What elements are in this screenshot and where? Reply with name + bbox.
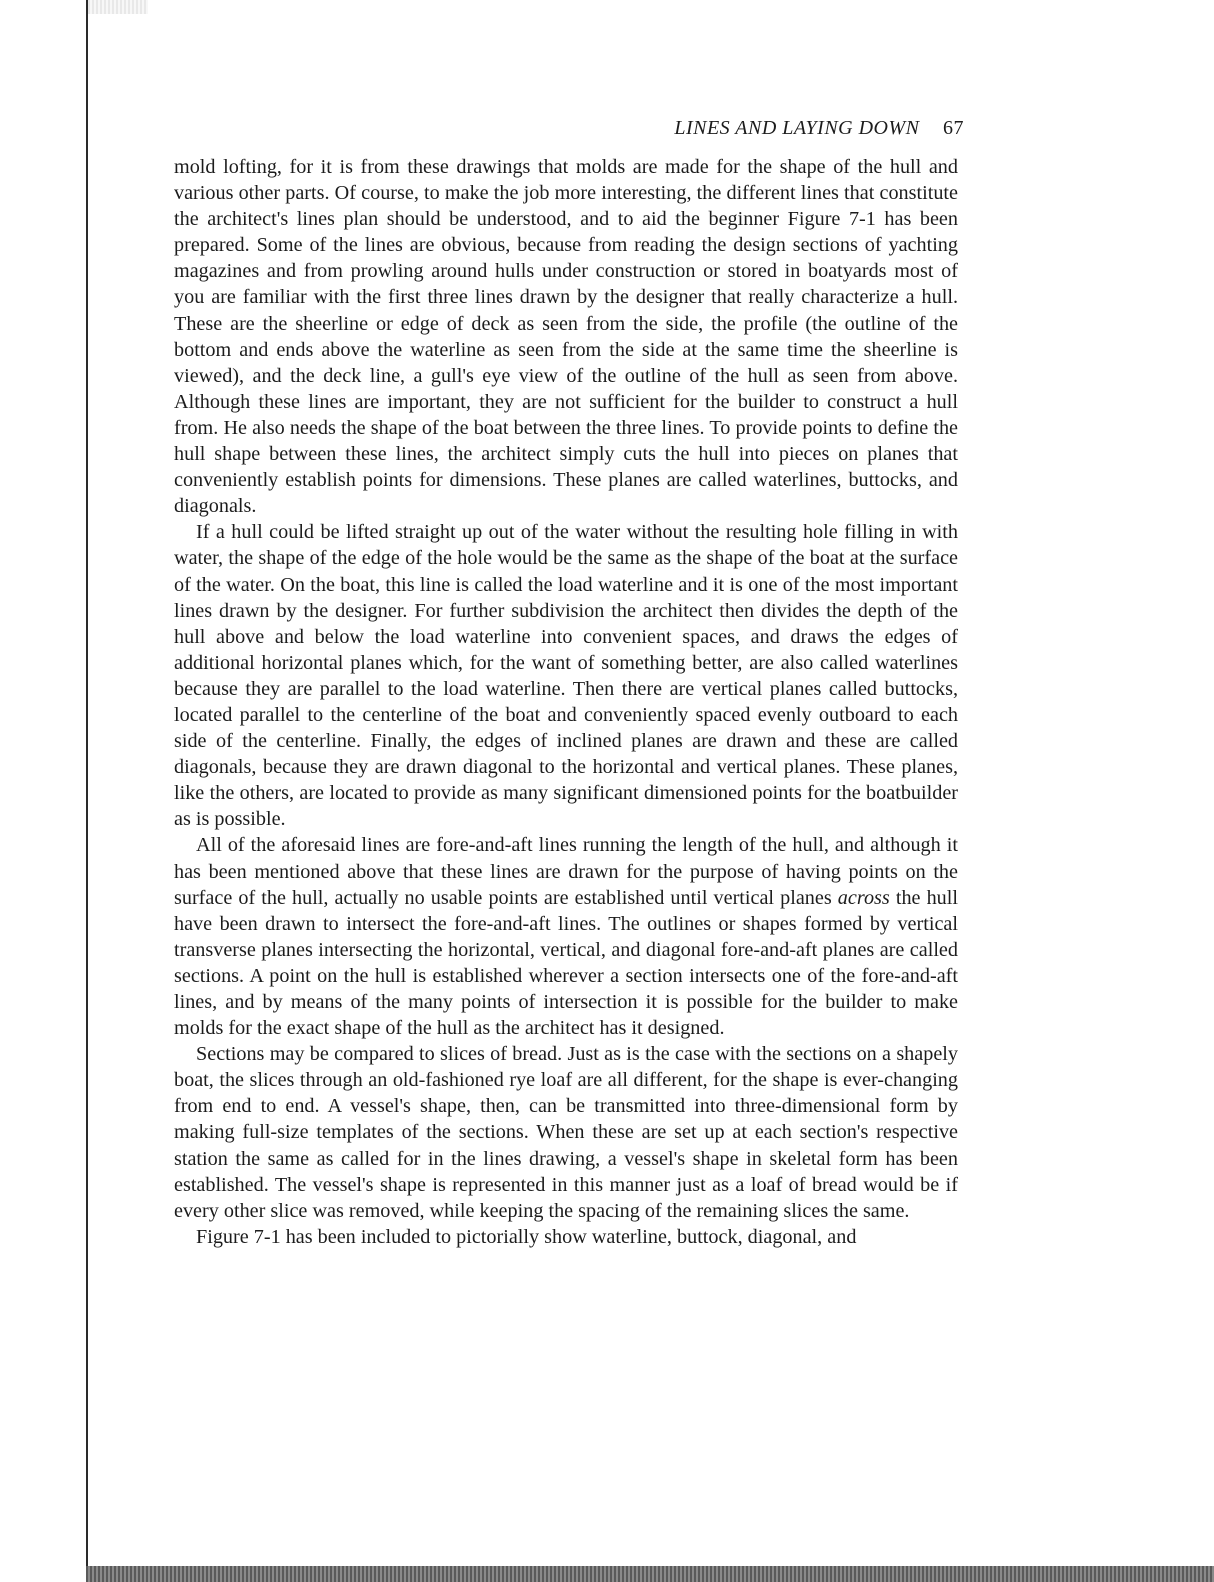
scan-corner-mark: [88, 0, 148, 14]
scan-edge-left: [86, 0, 88, 1582]
paragraph-3-emphasis: across: [837, 886, 890, 909]
paragraph-1: mold lofting, for it is from these drawings that molds are made for the shape of the hull and various other parts. Of course, to make the job more interesting, the different lines that constitute the architect's lines plan should be understood, and to aid the beginner Figure 7-1 has been prepared. Some of the lines are obvious, because from reading the design sections of yachting magazines and from prowling around hulls under construction or stored in boatyards most of you are familiar with the first three lines drawn by the designer that really characterize a hull. These are the sheerline or edge of deck as seen from the side, the profile (the outline of the bottom and ends above the waterline as seen from the side at the same time the sheerline is viewed), and the deck line, a gull's eye view of the outline of the hull as seen from above. Although these lines are important, they are not sufficient for the builder to construct a hull from. He also needs the shape of the boat between the three lines. To provide points to define the hull shape between these lines, the architect simply cuts the hull into pieces on planes that conveniently establish points for dimensions. These planes are called waterlines, buttocks, and diagonals.: [174, 156, 958, 518]
chapter-title: LINES AND LAYING DOWN: [674, 117, 920, 139]
paragraph-3-text-before: All of the aforesaid lines are fore-and-aft lines running the length of the hull, and although it has been mentioned above that these lines are drawn for the purpose of having points on the surface of the hull, actually no usable points are established until vertical planes: [174, 834, 958, 909]
page-number: 67: [943, 117, 964, 139]
running-head: [674, 117, 964, 140]
body-text: [174, 154, 958, 1250]
paragraph-3: [174, 832, 958, 1041]
paragraph-3-text-after: the hull have been drawn to intersect the fore-and-aft lines. The outlines or shapes formed by vertical transverse planes intersecting the horizontal, vertical, and diagonal fore-and-aft planes are called sections. A point on the hull is established wherever a section intersects one of the fore-and-aft lines, and by means of the many points of intersection it is possible for the builder to make molds for the exact shape of the hull as the architect has it designed.: [174, 886, 958, 1040]
paragraph-2: If a hull could be lifted straight up out of the water without the resulting hole filling in with water, the shape of the edge of the hole would be the same as the shape of the boat at the surface of the water. On the boat, this line is called the load waterline and it is one of the most important lines drawn by the designer. For further subdivision the architect then divides the depth of the hull above and below the load waterline into convenient spaces, and draws the edges of additional horizontal planes which, for the want of something better, are also called waterlines because they are parallel to the load waterline. Then there are vertical planes called buttocks, located parallel to the centerline of the boat and conveniently spaced evenly outboard to each side of the centerline. Finally, the edges of inclined planes are drawn and these are called diagonals, because they are drawn diagonal to the horizontal and vertical planes. These planes, like the others, are located to provide as many significant dimensioned points for the boatbuilder as is possible.: [174, 521, 958, 831]
paragraph-4: Sections may be compared to slices of bread. Just as is the case with the sections on a shapely boat, the slices through an old-fashioned rye loaf are all different, for the shape is ever-changing from end to end. A vessel's shape, then, can be transmitted into three-dimensional form by making full-size templates of the sections. When these are set up at each section's respective station the same as called for in the lines drawing, a vessel's shape in skeletal form has been established. The vessel's shape is represented in this manner just as a loaf of bread would be if every other slice was removed, while keeping the spacing of the remaining slices the same.: [174, 1043, 958, 1222]
paragraph-5: Figure 7-1 has been included to pictorially show waterline, buttock, diagonal, and: [196, 1225, 857, 1248]
scan-edge-bottom: [86, 1566, 1214, 1582]
